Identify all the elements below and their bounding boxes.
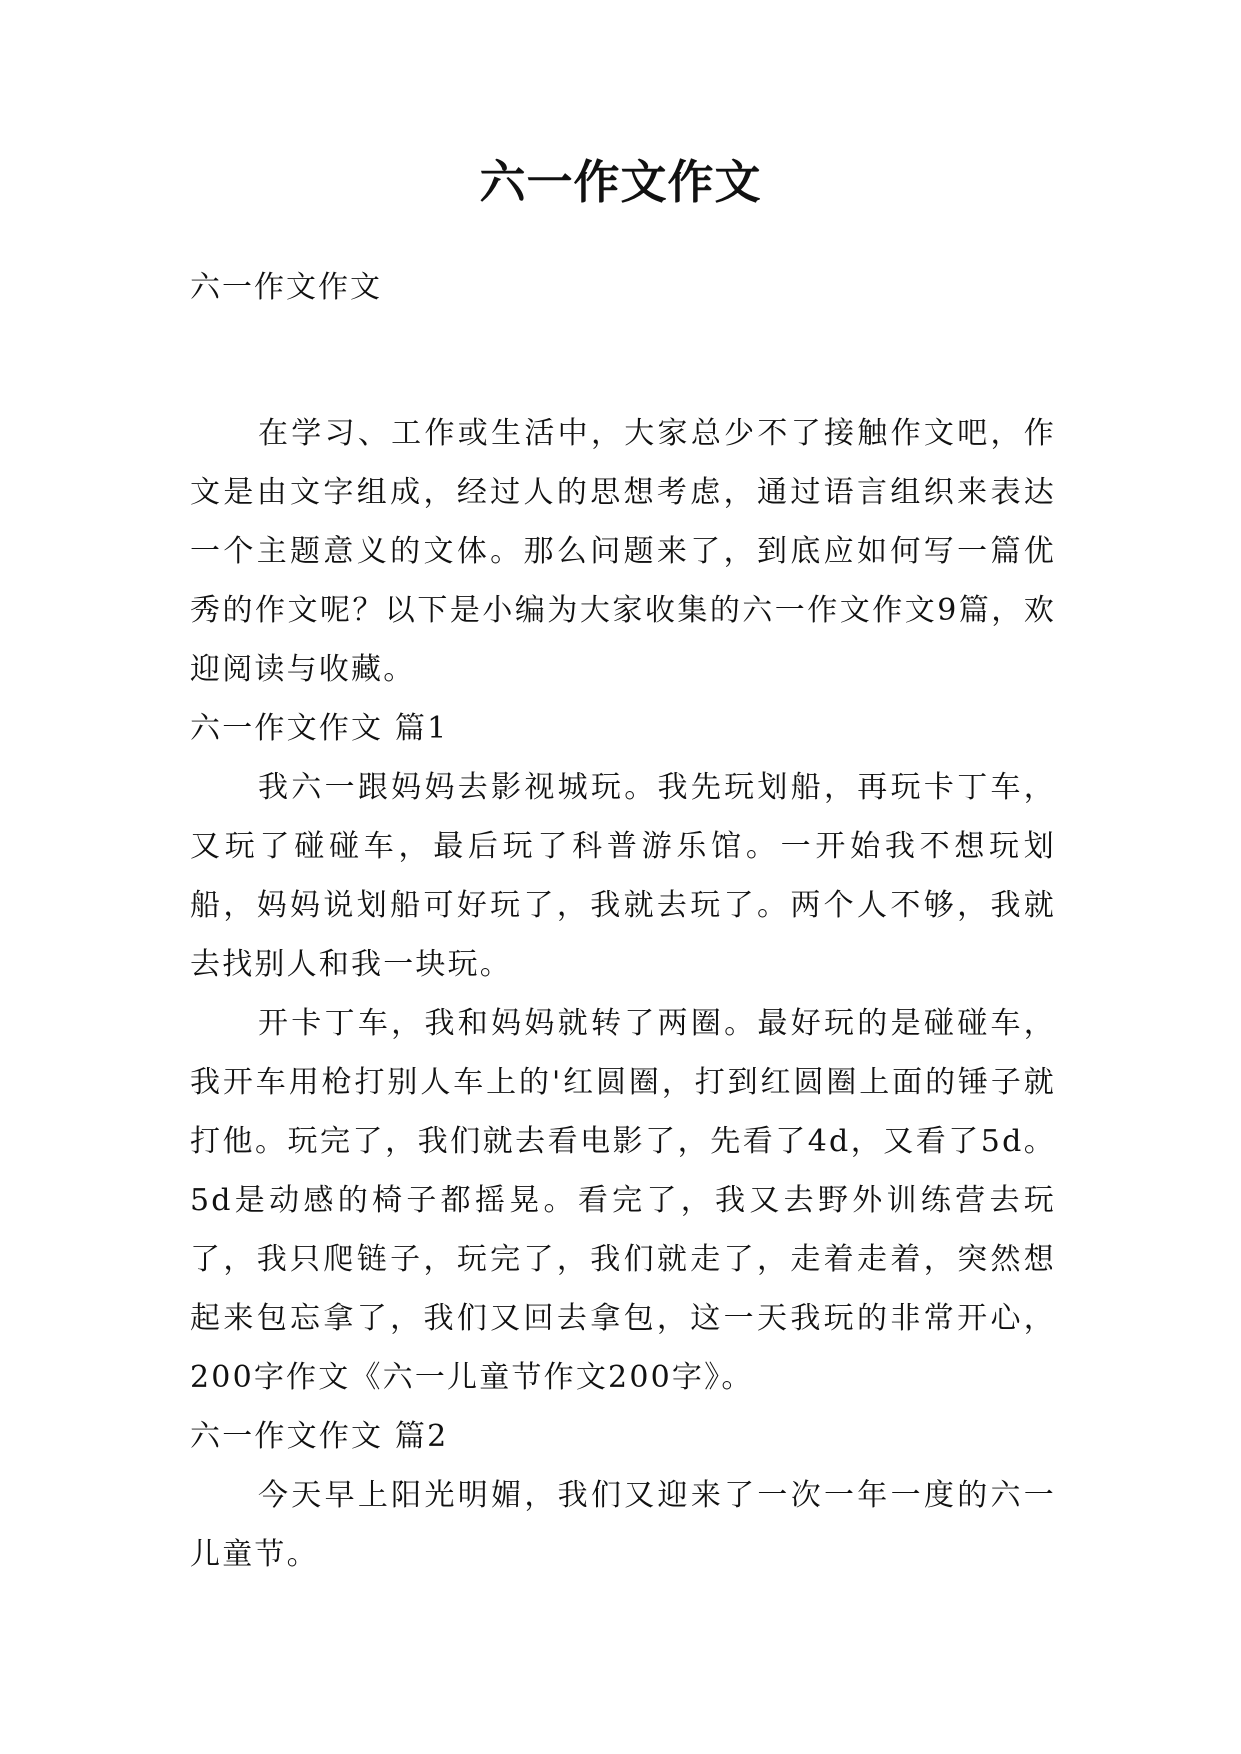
document-subtitle: 六一作文作文 — [190, 270, 382, 305]
section-heading-1: 六一作文作文 篇1 — [190, 711, 449, 746]
document-title: 六一作文作文 — [479, 155, 762, 209]
section-1-paragraph-2: 开卡丁车，我和妈妈就转了两圈。最好玩的是碰碰车，我开车用枪打别人车上的'红圆圈，打到红圆圈上面的锤子就打他。玩完了，我们就去看电影了，先看了4d，又看了5d。5d是动感的椅子都摇晃。看完了，我又去野外训练营去玩了，我只爬链子，玩完了，我们就走了，走着走着，突然想起来包忘拿了，我们又回去拿包，这一天我玩的非常开心，200字作文《六一儿童节作文200字》。 — [190, 1006, 1056, 1395]
section-2-paragraph-1: 今天早上阳光明媚，我们又迎来了一次一年一度的六一儿童节。 — [190, 1478, 1056, 1572]
intro-paragraph: 在学习、工作或生活中，大家总少不了接触作文吧，作文是由文字组成，经过人的思想考虑，通过语言组织来表达一个主题意义的文体。那么问题来了，到底应如何写一篇优秀的作文呢？以下是小编为大家收集的六一作文作文9篇，欢迎阅读与收藏。 — [190, 416, 1056, 687]
document-body — [190, 404, 1056, 1584]
section-heading-2: 六一作文作文 篇2 — [190, 1419, 449, 1454]
section-1-paragraph-1: 我六一跟妈妈去影视城玩。我先玩划船，再玩卡丁车，又玩了碰碰车，最后玩了科普游乐馆。一开始我不想玩划船，妈妈说划船可好玩了，我就去玩了。两个人不够，我就去找别人和我一块玩。 — [190, 770, 1056, 982]
